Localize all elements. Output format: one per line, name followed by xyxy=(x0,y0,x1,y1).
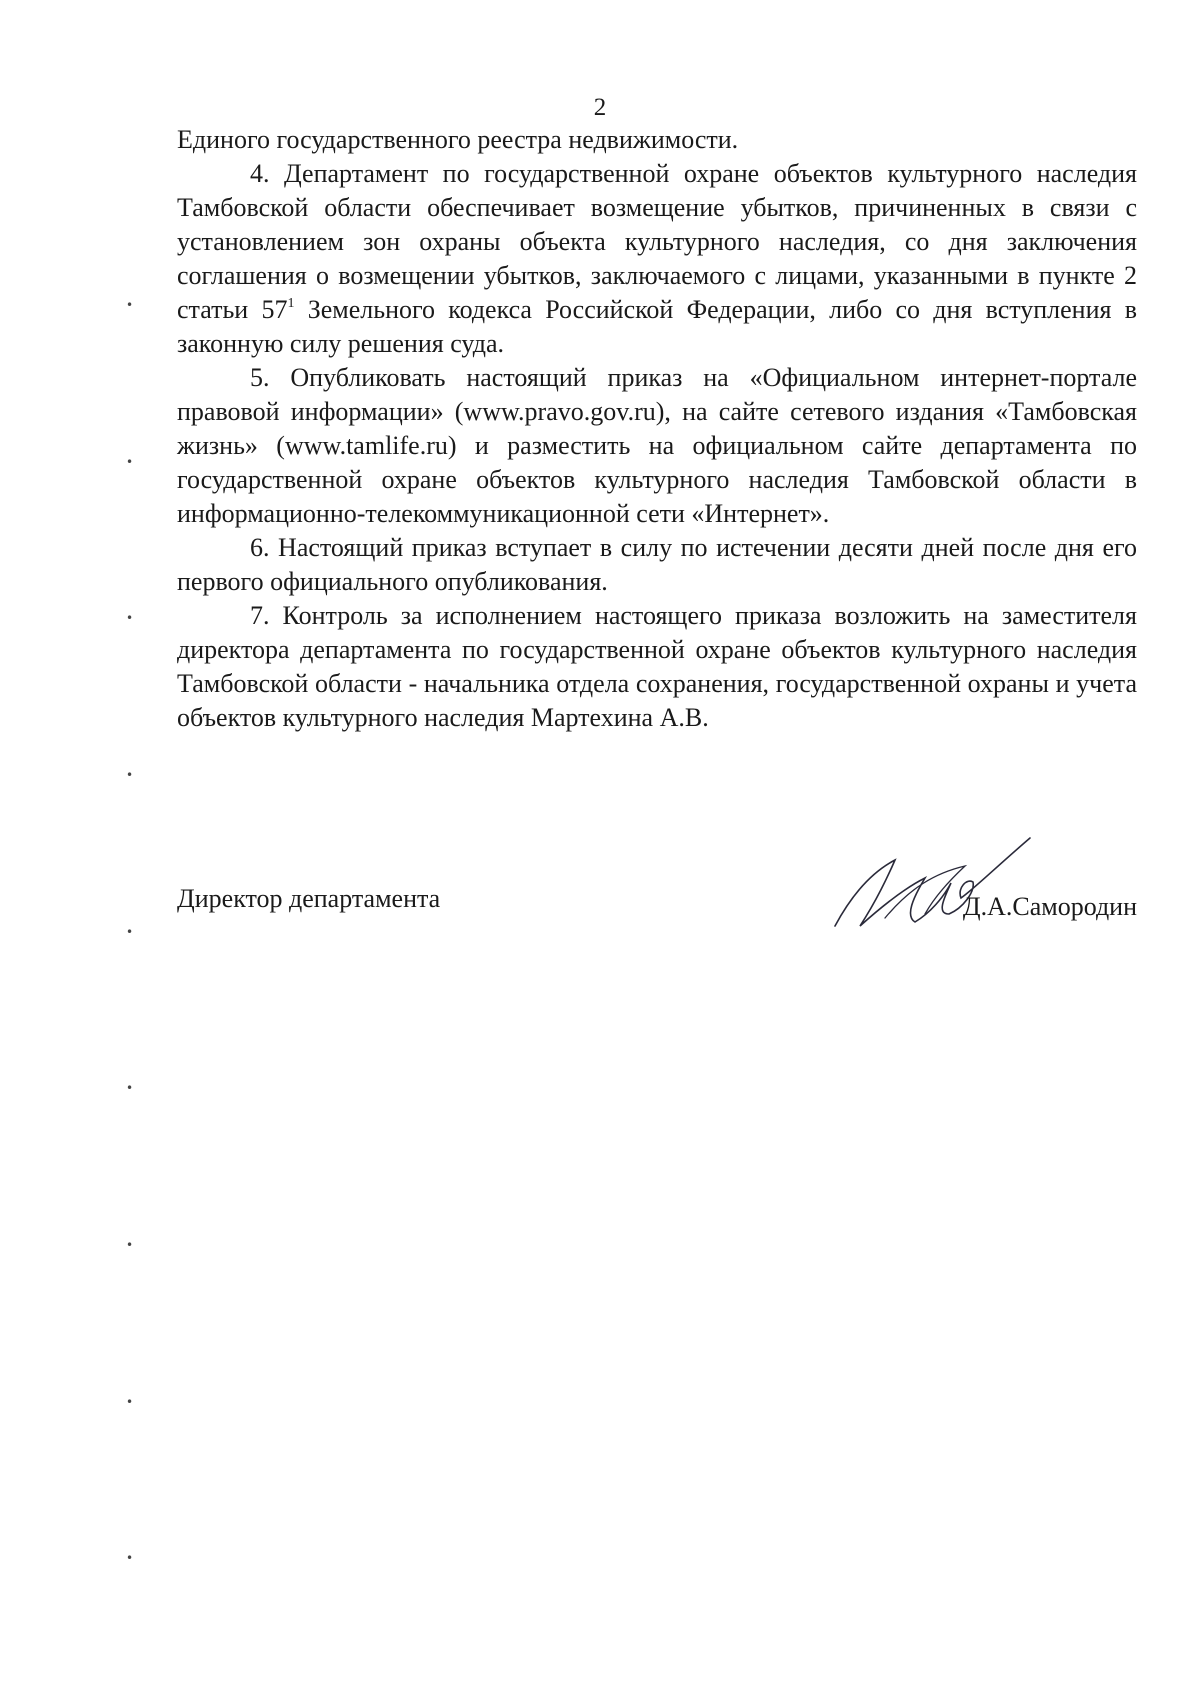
paragraph-4 xyxy=(177,157,1137,361)
signature-block xyxy=(177,882,1137,922)
paragraph-continuation: Единого государственного реестра недвижимости. xyxy=(177,125,739,154)
paragraph-4-tail: Земельного кодекса Российской Федерации, либо со дня вступления в законную силу решения суда. xyxy=(177,295,1137,358)
binding-hole-marks: • • • • • • • • • xyxy=(126,298,134,1565)
paragraph-6: 6. Настоящий приказ вступает в силу по истечении десяти дней после дня его первого официального опубликования. xyxy=(177,533,1137,596)
page-number: 2 xyxy=(593,94,607,121)
paragraph-4-superscript: 1 xyxy=(287,296,295,311)
signer-name: Д.А.Самородин xyxy=(962,892,1137,921)
signer-position: Директор департамента xyxy=(177,884,441,913)
document-body xyxy=(177,123,1137,735)
paragraph-7: 7. Контроль за исполнением настоящего приказа возложить на заместителя директора департамента по государственной охране объектов культурного наследия Тамбовской области - начальника отдела сохранения, государственной охраны и учета объектов культурного наследия Мартехина А.В. xyxy=(177,601,1137,732)
paragraph-4-text: 4. Департамент по государственной охране объектов культурного наследия Тамбовской области обеспечивает возмещение убытков, причиненных в связи с установлением зон охраны объекта культурного наследия, со дня заключения соглашения о возмещении убытков, заключаемого с лицами, указанными в пункте 2 статьи 57 xyxy=(177,159,1137,324)
paragraph-5: 5. Опубликовать настоящий приказ на «Официальном интернет-портале правовой информации» (www.pravo.gov.ru), на сайте сетевого издания «Тамбовская жизнь» (www.tamlife.ru) и разместить на официальном сайте департамента по государственной охране объектов культурного наследия Тамбовской области в информационно-телекоммуникационной сети «Интернет». xyxy=(177,363,1137,528)
